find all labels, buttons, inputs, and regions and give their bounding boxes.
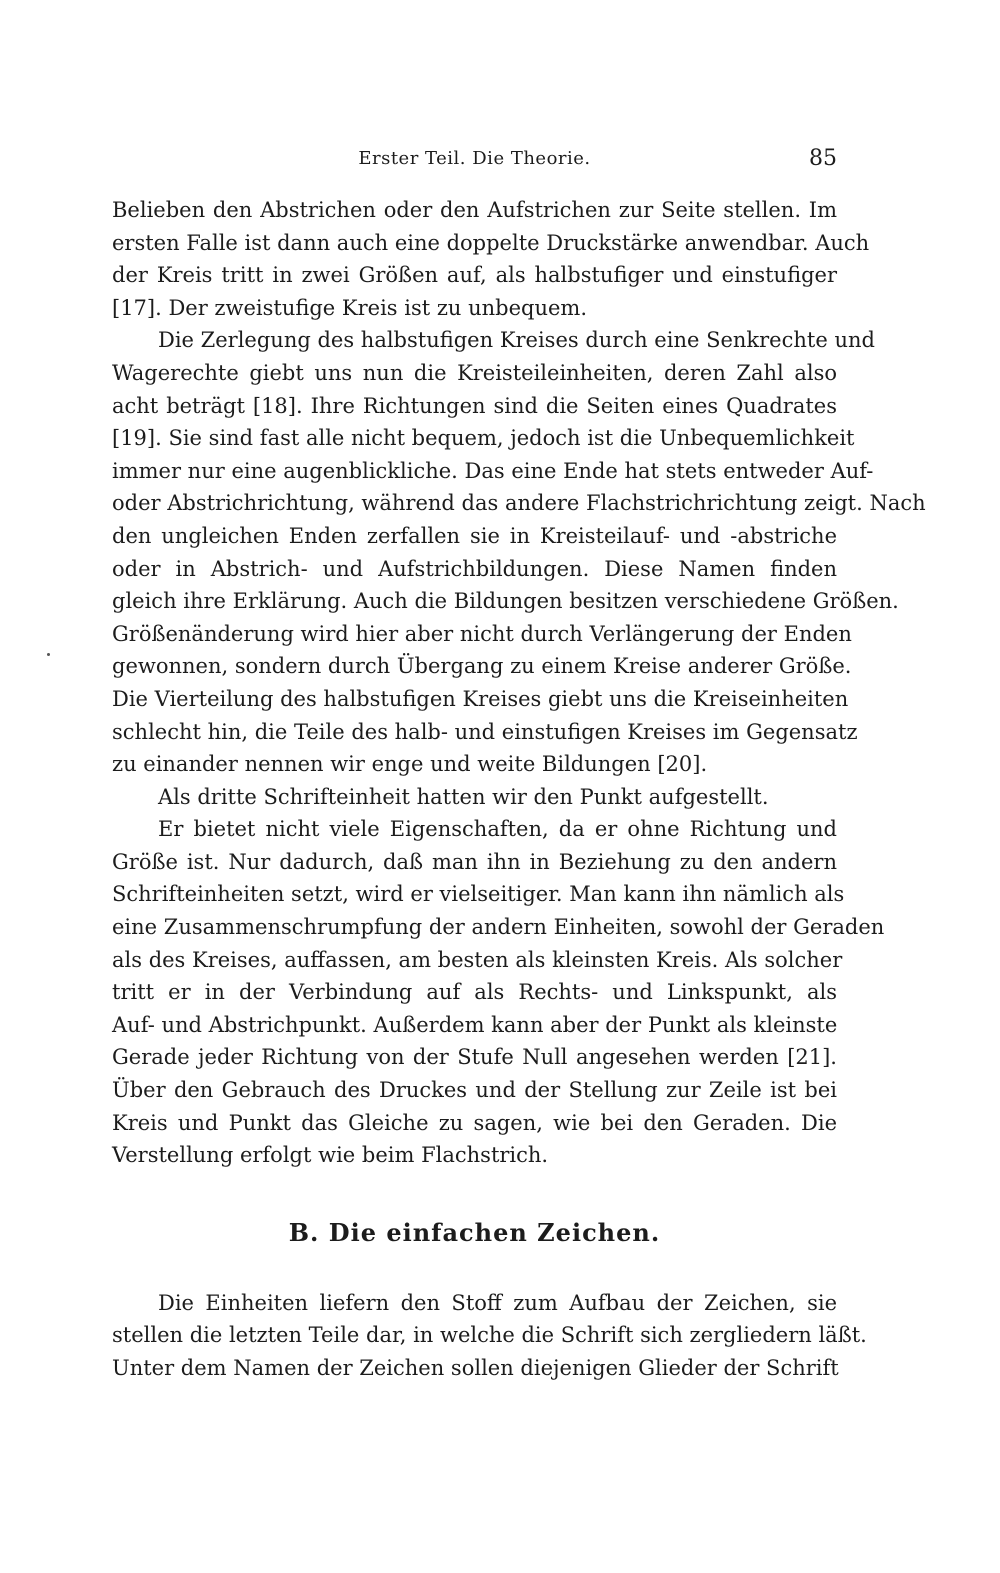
text-line: Schrifteinheiten setzt, wird er vielseitiger. Man kann ihn nämlich als xyxy=(112,882,845,907)
section-spacer xyxy=(112,1257,837,1287)
text-line: immer nur eine augenblickliche. Das eine Ende hat stets entweder Auf- xyxy=(112,458,874,483)
section-heading: B. Die einfachen Zeichen. xyxy=(288,1217,661,1247)
text-line: Gerade jeder Richtung von der Stufe Null angesehen werden [21]. xyxy=(112,1045,837,1070)
text-line: acht beträgt [18]. Ihre Richtungen sind die Seiten eines Quadrates xyxy=(112,393,837,418)
body-text xyxy=(112,194,926,1385)
text-line: [19]. Sie sind fast alle nicht bequem, jedoch ist die Unbequemlichkeit xyxy=(112,426,855,451)
text-line: Als dritte Schrifteinheit hatten wir den Punkt aufgestellt. xyxy=(158,784,769,809)
text-line: eine Zusammenschrumpfung der andern Einheiten, sowohl der Geraden xyxy=(112,915,885,940)
text-line: Die Zerlegung des halbstufigen Kreises durch eine Senkrechte und xyxy=(158,328,875,353)
text-line: Die Vierteilung des halbstufigen Kreises giebt uns die Kreiseinheiten xyxy=(112,686,849,711)
text-line: Die Einheiten liefern den Stoff zum Aufbau der Zeichen, sie xyxy=(158,1290,837,1315)
running-head: Erster Teil. Die Theorie. xyxy=(358,148,591,169)
text-line: Größe ist. Nur dadurch, daß man ihn in Beziehung zu den andern xyxy=(112,849,837,874)
text-line: Er bietet nicht viele Eigenschaften, da er ohne Richtung und xyxy=(158,817,837,842)
text-line: Verstellung erfolgt wie beim Flachstrich. xyxy=(112,1143,549,1168)
text-line: Belieben den Abstrichen oder den Aufstrichen zur Seite stellen. Im xyxy=(112,198,837,222)
margin-speck xyxy=(47,653,50,656)
text-line: gewonnen, sondern durch Übergang zu einem Kreise anderer Größe. xyxy=(112,654,852,679)
text-line: Über den Gebrauch des Druckes und der Stellung zur Zeile ist bei xyxy=(112,1078,837,1103)
text-line: stellen die letzten Teile dar, in welche die Schrift sich zergliedern läßt. xyxy=(112,1323,867,1348)
text-line: tritt er in der Verbindung auf als Rechts- und Linkspunkt, als xyxy=(112,980,837,1005)
text-line: oder in Abstrich- und Aufstrichbildungen. Diese Namen finden xyxy=(112,556,837,581)
text-line: oder Abstrichrichtung, während das andere Flachstrichrichtung zeigt. Nach xyxy=(112,491,926,516)
text-line: gleich ihre Erklärung. Auch die Bildungen besitzen verschiedene Größen. xyxy=(112,589,899,614)
section-spacer xyxy=(112,1172,837,1209)
text-line: Wagerechte giebt uns nun die Kreisteileinheiten, deren Zahl also xyxy=(112,360,837,385)
text-line: den ungleichen Enden zerfallen sie in Kreisteilauf- und -abstriche xyxy=(112,523,837,548)
text-line: [17]. Der zweistufige Kreis ist zu unbequem. xyxy=(112,295,588,320)
page-number: 85 xyxy=(809,146,837,171)
text-line: Auf- und Abstrichpunkt. Außerdem kann aber der Punkt als kleinste xyxy=(112,1012,838,1037)
text-line: ersten Falle ist dann auch eine doppelte Druckstärke anwendbar. Auch xyxy=(112,230,870,255)
text-line: der Kreis tritt in zwei Größen auf, als halbstufiger und einstufiger xyxy=(112,263,837,288)
text-line: Unter dem Namen der Zeichen sollen diejenigen Glieder der Schrift xyxy=(112,1356,839,1380)
text-line: zu einander nennen wir enge und weite Bildungen [20]. xyxy=(112,752,708,777)
text-line: als des Kreises, auffassen, am besten als kleinsten Kreis. Als solcher xyxy=(112,947,843,972)
page-header xyxy=(112,146,837,180)
text-line: schlecht hin, die Teile des halb- und einstufigen Kreises im Gegensatz xyxy=(112,719,858,744)
text-line: Größenänderung wird hier aber nicht durch Verlängerung der Enden xyxy=(112,621,852,646)
text-line: Kreis und Punkt das Gleiche zu sagen, wie bei den Geraden. Die xyxy=(112,1110,837,1135)
